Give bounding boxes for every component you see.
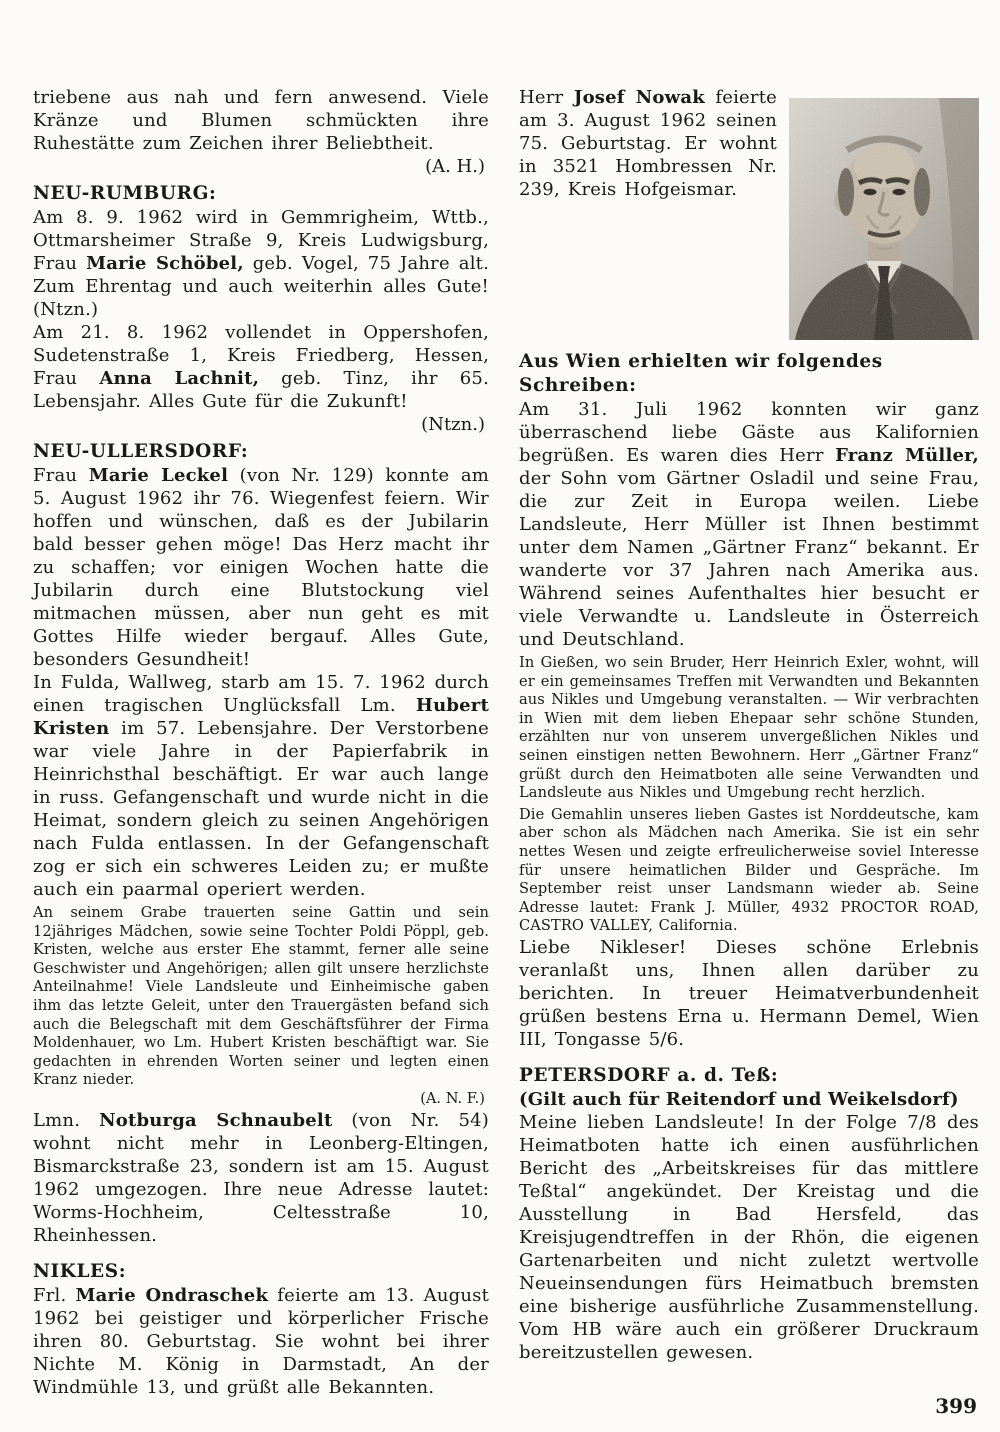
nowak-item (519, 86, 979, 201)
portrait-photo (789, 98, 979, 340)
left-column (33, 86, 489, 1418)
aus-wien-letter-intro: Am 31. Juli 1962 konnten wir ganz überraschend liebe Gäste aus Kalifornien begrüßen. Es waren dies Herr Franz Müller, der Sohn vom Gärtner Osladil und seine Frau, die zur Zeit in Europa weilen. Liebe Landsleute, Herr Müller ist Ihnen bestimmt unter dem Namen „Gärtner Franz“ bekannt. Er wanderte vor 37 Jahren nach Amerika aus. Während seines Aufenthaltes hier besucht er viele Verwandte u. Landsleute in Österreich und Deutschland. (519, 399, 979, 650)
nowak-birthday-text: Herr Josef Nowak feierte am 3. August 1962 seinen 75. Geburtstag. Er wohnt in 3521 Hombressen Nr. 239, Kreis Hofgeismar. (519, 87, 777, 200)
aus-wien-letter-details: In Gießen, wo sein Bruder, Herr Heinrich Exler, wohnt, will er ein gemeinsames Treffen mit Verwandten und Bekannten aus Nikles und Umgebung veranstalten. — Wir verbrachten in Wien mit dem lieben Ehepaar sehr schöne Stunden, erzählten nur von unserem unvergeßlichen Nikles und seinen einstigen netten Bewohnern. Herr „Gärtner Franz“ grüßt durch den Heimatboten alle seine Verwandten und Landsleute aus Nikles und Umgebung recht herzlich. (519, 654, 979, 802)
portrait-photo-image (789, 98, 979, 340)
neu-rumburg-birthday-lachnit: Am 21. 8. 1962 vollendet in Oppershofen, Sudetenstraße 1, Kreis Friedberg, Hessen, Frau Anna Lachnit, geb. Tinz, ihr 65. Lebensjahr. Alles Gute für die Zukunft! (33, 322, 490, 412)
obituary-continuation-text: triebene aus nah und fern anwesend. Viele Kränze und Blumen schmückten ihre Ruhestätte zum Zeichen ihrer Beliebtheit. (33, 87, 489, 154)
heading-nikles: NIKLES: (33, 1260, 127, 1282)
neu-ullersdorf-birthday-leckel: Frau Marie Leckel (von Nr. 129) konnte am 5. August 1962 ihr 76. Wiegenfest feiern. Wir hoffen und wünschen, daß es der Jubilarin bald besser gehen möge! Das Herz macht ihr zu schaffen; vor einigen Wochen hatte die Jubilarin durch eine Blutstockung viel mitmachen müssen, aber nun geht es mit Gottes Hilfe wieder bergauf. Alles Gute, besonders Gesundheit! (33, 465, 490, 670)
attribution-a-h: (A. H.) (425, 156, 485, 177)
right-column (519, 86, 979, 1418)
aus-wien-letter-wife-note: Die Gemahlin unseres lieben Gastes ist Norddeutsche, kam aber schon als Mädchen nach Amerika. Sie ist ein sehr nettes Wesen und zeigte erfreulicherweise soviel Interesse für unsere heimatlichen Bilder und Gespräche. Im September reist unser Landsmann wieder ab. Seine Adresse lautet: Frank J. Müller, 4932 PROCTOR ROAD, CASTRO VALLEY, California. (519, 805, 979, 935)
neu-ullersdorf-obituary-kristen: In Fulda, Wallweg, starb am 15. 7. 1962 durch einen tragischen Unglücksfall Lm. Hubert Kristen im 57. Lebensjahre. Der Verstorbene war viele Jahre in der Papierfabrik in Heinrichsthal beschäftigt. Er war auch lange in russ. Gefangenschaft und wurde nicht in die Heimat, sondern gleich zu seinen Angehörigen nach Fulda entlassen. In der Gefangenschaft zog er sich ein schweres Leiden zu; er mußte auch ein paarmal operiert werden. (33, 672, 489, 900)
heading-neu-rumburg: NEU-RUMBURG: (33, 183, 217, 204)
petersdorf-subheading: (Gilt auch für Reitendorf und Weikelsdorf) (519, 1088, 959, 1110)
attribution-a-n-f: (A. N. F.) (420, 1089, 485, 1107)
page-number: 399 (935, 1393, 977, 1418)
neu-rumburg-birthday-schoebel: Am 8. 9. 1962 wird in Gemmrigheim, Wttb., Ottmarsheimer Straße 9, Kreis Ludwigsburg, Frau Marie Schöbel, geb. Vogel, 75 Jahre alt. Zum Ehrentag und auch weiterhin alles Gute! (Ntzn.) (33, 207, 490, 320)
heading-aus-wien: Aus Wien erhielten wir folgendes Schreiben: (519, 351, 883, 396)
heading-petersdorf: PETERSDORF a. d. Teß: (519, 1064, 779, 1086)
aus-wien-letter-closing: Liebe Nikleser! Dieses schöne Erlebnis veranlaßt uns, Ihnen allen darüber zu berichten. In treuer Heimatverbundenheit grüßen bestens Erna u. Hermann Demel, Wien III, Tongasse 5/6. (519, 936, 979, 1050)
attribution-ntzn: (Ntzn.) (421, 414, 485, 435)
address-change-schnaubelt: Lmn. Notburga Schnaubelt (von Nr. 54) wohnt nicht mehr in Leonberg-Eltingen, Bismarckstraße 23, sondern ist am 15. August 1962 umgezogen. Ihre neue Adresse lautet: Worms-Hochheim, Celtesstraße 10, Rheinhessen. (33, 1109, 489, 1246)
petersdorf-report: Meine lieben Landsleute! In der Folge 7/8 des Heimatboten hatte ich einen ausführlichen Bericht des „Arbeitskreises für das mittlere Teßtal“ angekündet. Der Kreistag und die Ausstellung in Bad Hersfeld, das Kreisjugendtreffen in der Rhön, die eigenen Gartenarbeiten und nicht zuletzt wertvolle Neueinsendungen fürs Heimatbuch bremsten eine bisherige ausführliche Zusammenstellung. Vom HB wäre auch ein größerer Druckraum bereitzustellen gewesen. (519, 1111, 979, 1363)
nikles-birthday-ondraschek: Frl. Marie Ondraschek feierte am 13. August 1962 bei geistiger und körperlicher Frische ihren 80. Geburtstag. Sie wohnt bei ihrer Nichte M. König in Darmstadt, An der Windmühle 13, und grüßt alle Bekannten. (33, 1284, 489, 1398)
heading-neu-ullersdorf: NEU-ULLERSDORF: (33, 441, 249, 462)
neu-ullersdorf-funeral-note: An seinem Grabe trauerten seine Gattin und sein 12jähriges Mädchen, sowie seine Tochter Poldi Pöppl, geb. Kristen, welche aus erster Ehe stammt, ferner alle seine Geschwister und Angehörigen; allen gilt unsere herzlichste Anteilnahme! Viele Landsleute und Einheimische gaben ihm das letzte Geleit, unter den Trauergästen befand sich auch die Belegschaft mit dem Geschäftsführer der Firma Moldenhauer, wo Lm. Hubert Kristen beschäftigt war. Sie gedachten in ehrenden Worten seiner und legten einen Kranz nieder. (33, 904, 489, 1089)
